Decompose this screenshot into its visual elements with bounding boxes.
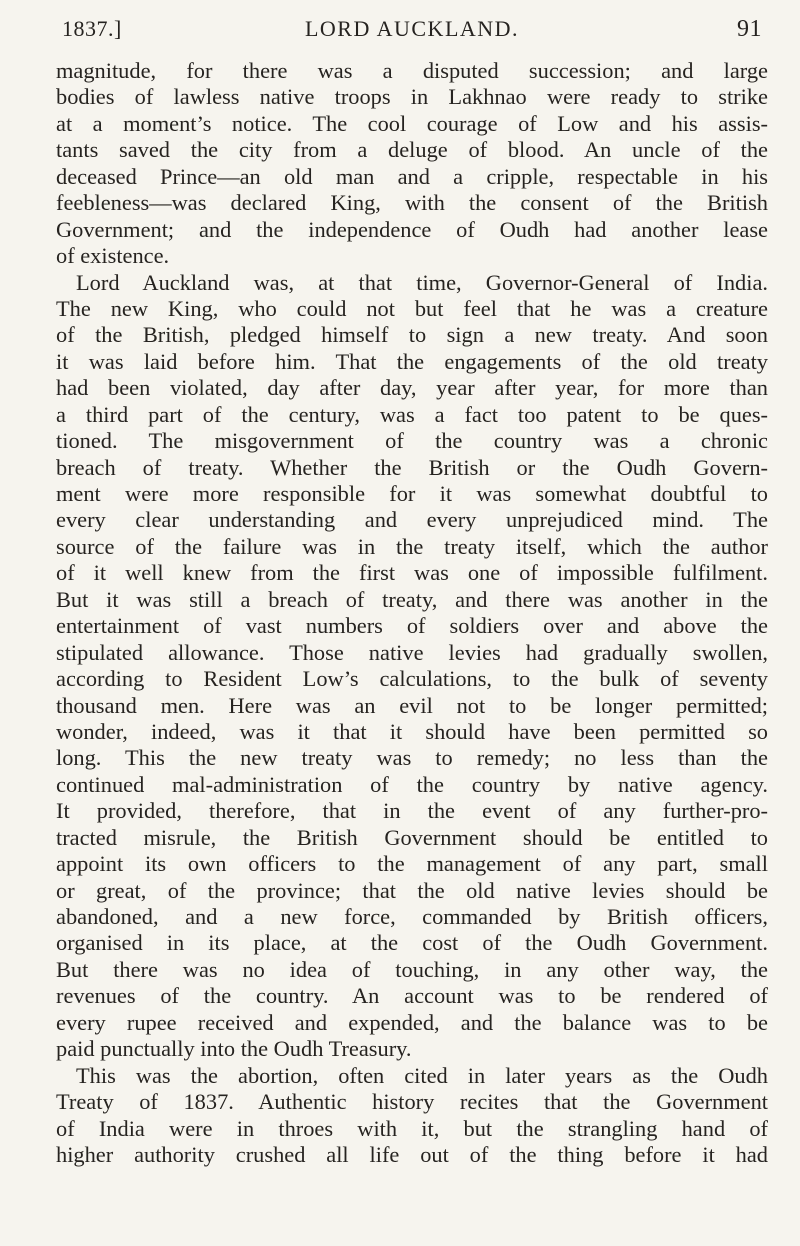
header-year: 1837.]	[62, 16, 122, 41]
text-line: of India were in throes with it, but the strangling hand of	[56, 1115, 768, 1141]
text-line: according to Resident Low’s calculations, to the bulk of seventy	[56, 666, 768, 692]
text-line: deceased Prince—an old man and a cripple, respectable in his	[56, 163, 768, 189]
text-line: This was the abortion, often cited in later years as the Oudh	[76, 1062, 768, 1088]
text-line: organised in its place, at the cost of the Oudh Government.	[56, 930, 768, 956]
text-line: ment were more responsible for it was somewhat doubtful to	[56, 481, 768, 506]
text-line: tants saved the city from a deluge of blood. An uncle of the	[56, 137, 768, 163]
text-line: abandoned, and a new force, commanded by British officers,	[56, 904, 768, 929]
text-line: feebleness—was declared King, with the consent of the British	[56, 190, 768, 216]
text-line: magnitude, for there was a disputed succession; and large	[56, 58, 768, 83]
text-line: But there was no idea of touching, in any other way, the	[56, 956, 768, 982]
text-line: entertainment of vast numbers of soldiers over and above the	[56, 613, 768, 639]
text-line: higher authority crushed all life out of the thing before it had	[56, 1141, 768, 1167]
text-line: of the British, pledged himself to sign a new treaty. And soon	[56, 322, 768, 348]
text-line: appoint its own officers to the management of any part, small	[56, 851, 768, 877]
text-line: a third part of the century, was a fact too patent to be ques-	[56, 401, 768, 427]
text-line: But it was still a breach of treaty, and there was another in the	[56, 586, 768, 612]
text-line: tracted misrule, the British Government should be entitled to	[56, 824, 768, 850]
text-line: It provided, therefore, that in the event of any further-pro-	[56, 798, 768, 824]
text-line: Government; and the independence of Oudh had another lease	[56, 216, 768, 242]
text-line: Lord Auckland was, at that time, Governor-General of India.	[76, 269, 768, 295]
text-line: source of the failure was in the treaty itself, which the author	[56, 533, 768, 559]
text-line: breach of treaty. Whether the British or the Oudh Govern-	[56, 454, 768, 480]
text-line: Treaty of 1837. Authentic history recites that the Government	[56, 1089, 768, 1115]
running-head	[62, 14, 762, 44]
text-line: long. This the new treaty was to remedy; no less than the	[56, 745, 768, 771]
text-line: at a moment’s notice. The cool courage of Low and his assis-	[56, 110, 768, 136]
text-line: revenues of the country. An account was to be rendered of	[56, 983, 768, 1009]
page-number: 91	[737, 16, 762, 42]
text-line: stipulated allowance. Those native levies had gradually swollen,	[56, 639, 768, 665]
text-line: or great, of the province; that the old native levies should be	[56, 877, 768, 903]
text-line: of existence.	[56, 243, 170, 269]
text-line: every rupee received and expended, and the balance was to be	[56, 1009, 768, 1035]
text-line: every clear understanding and every unprejudiced mind. The	[56, 507, 768, 533]
text-line: thousand men. Here was an evil not to be longer permitted;	[56, 692, 768, 718]
text-line: The new King, who could not but feel that he was a creature	[56, 295, 768, 321]
text-line: bodies of lawless native troops in Lakhnao were ready to strike	[56, 84, 768, 110]
header-title: LORD AUCKLAND.	[304, 16, 520, 41]
text-line: continued mal-administration of the country by native agency.	[56, 771, 768, 797]
text-line: had been violated, day after day, year after year, for more than	[56, 375, 768, 401]
text-line: wonder, indeed, was it that it should have been permitted so	[56, 718, 768, 744]
text-line: it was laid before him. That the engagements of the old treaty	[56, 348, 768, 374]
text-line: tioned. The misgovernment of the country was a chronic	[56, 428, 768, 454]
text-line: paid punctually into the Oudh Treasury.	[56, 1036, 412, 1062]
text-line: of it well knew from the first was one of impossible fulfilment.	[56, 560, 768, 586]
body-text	[56, 58, 768, 1168]
